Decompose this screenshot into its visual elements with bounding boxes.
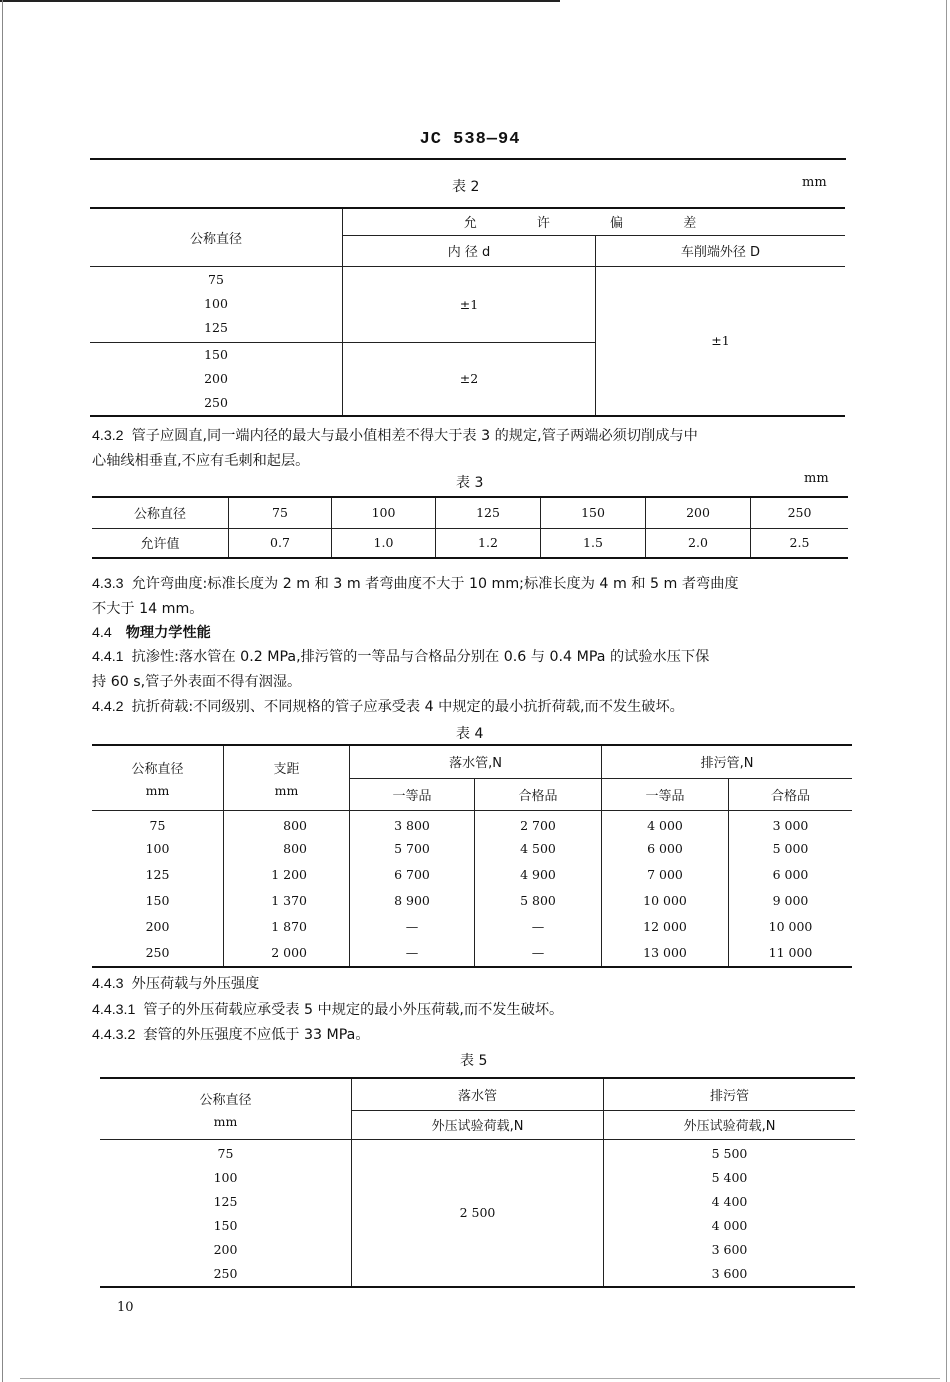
table4-cell-diameter: 200 xyxy=(145,918,170,934)
table5-header-drain: 落水管 xyxy=(352,1078,604,1110)
table4-cell-sewer-pass: 11 000 xyxy=(729,939,853,967)
table-5 xyxy=(100,1077,855,1288)
table4-cell-drain-pass: — xyxy=(475,913,602,939)
table3-value: 0.7 xyxy=(229,528,332,558)
table3-row-label-allow: 允许值 xyxy=(92,528,229,558)
section-number: 4.3.3 xyxy=(92,576,124,592)
paragraph-line: 抗折荷载:不同级别、不同规格的管子应承受表 4 中规定的最小抗折荷载,而不发生破坏。 xyxy=(131,699,684,715)
table4-cell-drain-pass: 4 900 xyxy=(475,861,602,887)
table3-diameter: 150 xyxy=(541,497,646,528)
table4-header-nominal xyxy=(92,745,224,810)
table4-cell-drain-pass: 4 500 xyxy=(475,835,602,861)
table2-diameter: 200 xyxy=(204,370,228,386)
section-number: 4.4.3 xyxy=(92,976,124,992)
table4-cell-drain-first: 3 800 xyxy=(350,810,475,835)
table4-cell-span: 800 xyxy=(224,835,350,861)
table5-caption: 表 5 xyxy=(460,1053,488,1069)
table2-outer-value: ±1 xyxy=(596,266,846,416)
section-4-4-3-1 xyxy=(92,998,862,1023)
table2-header-inner xyxy=(343,235,596,266)
table4-header-span-label: 支距 xyxy=(273,761,300,777)
section-4-4-3-2 xyxy=(92,1023,862,1048)
table3-diameter: 100 xyxy=(332,497,436,528)
table4-cell-drain-first: 5 700 xyxy=(350,835,475,861)
table5-diameter: 200 xyxy=(213,1241,238,1257)
section-title: 外压荷载与外压强度 xyxy=(131,976,260,992)
table5-header-nominal xyxy=(100,1078,352,1139)
table4-cell-span: 1 200 xyxy=(224,861,350,887)
paragraph-line: 不大于 14 mm。 xyxy=(92,601,204,617)
table3-value: 1.5 xyxy=(541,528,646,558)
table4-cell-sewer-first: 7 000 xyxy=(602,861,729,887)
table5-sewer-value: 4 000 xyxy=(711,1217,748,1233)
scan-border-bottom xyxy=(20,1378,940,1379)
table4-header-span-unit: mm xyxy=(274,782,299,798)
table5-diameter: 150 xyxy=(213,1217,238,1233)
table4-row xyxy=(92,939,852,967)
table5-drain-value: 2 500 xyxy=(352,1139,604,1287)
table5-diameter: 75 xyxy=(217,1145,234,1161)
table2-header-inner-text: 内 径 d xyxy=(447,245,491,260)
table3-value: 1.2 xyxy=(436,528,541,558)
table4-header-drain-first: 一等品 xyxy=(350,778,475,810)
scan-border-right xyxy=(946,0,947,1382)
table4-cell-diameter: 125 xyxy=(145,866,170,882)
table2-header-nominal: 公称直径 xyxy=(90,208,343,266)
table4-cell-sewer-first: 12 000 xyxy=(602,913,729,939)
table4-row xyxy=(92,887,852,913)
table5-sewer-value: 5 500 xyxy=(711,1145,748,1161)
table4-row xyxy=(92,810,852,835)
paragraph-line: 持 60 s,管子外表面不得有洇湿。 xyxy=(92,674,302,690)
table5-sewer-value: 4 400 xyxy=(711,1193,748,1209)
table5-subheader-sewer: 外压试验荷载,N xyxy=(604,1110,856,1139)
table4-cell-sewer-first: 13 000 xyxy=(602,939,729,967)
table2-header-tolerance xyxy=(343,208,846,235)
section-number: 4.4.3.2 xyxy=(92,1027,136,1043)
table4-cell-drain-first: — xyxy=(350,913,475,939)
table4-cell-span: 1 370 xyxy=(224,887,350,913)
table3-diameter: 250 xyxy=(751,497,849,528)
table2-group1-inner: ±1 xyxy=(343,266,596,342)
table4-cell-sewer-first: 4 000 xyxy=(602,810,729,835)
table5-header-nominal-label: 公称直径 xyxy=(199,1092,252,1108)
section-4-4-heading xyxy=(92,621,862,646)
table3-diameter: 75 xyxy=(229,497,332,528)
table4-header-span xyxy=(224,745,350,810)
table2-diameter: 125 xyxy=(204,320,228,335)
table4-header-sewer: 排污管,N xyxy=(602,745,853,778)
table5-sewer-value: 3 600 xyxy=(711,1265,748,1281)
table2-header-tolerance-text: 允 许 偏 差 xyxy=(463,216,725,232)
table4-cell-diameter: 150 xyxy=(145,892,170,908)
paragraph-line: 允许弯曲度:标准长度为 2 m 和 3 m 者弯曲度不大于 10 mm;标准长度为 4 m 和 5 m 者弯曲度 xyxy=(131,576,739,592)
table5-diameters xyxy=(100,1139,352,1287)
table5-diameter: 250 xyxy=(213,1265,238,1281)
section-4-4-2 xyxy=(92,695,862,720)
paragraph-line: 套管的外压强度不应低于 33 MPa。 xyxy=(143,1027,370,1043)
table2-caption: 表 2 xyxy=(452,179,480,195)
document-code-header: JC 538—94 xyxy=(419,130,521,149)
table4-header-sewer-first: 一等品 xyxy=(602,778,729,810)
table4-row xyxy=(92,861,852,887)
table4-header-drain-pass: 合格品 xyxy=(475,778,602,810)
table5-sewer-values xyxy=(604,1139,856,1287)
table4-cell-diameter: 75 xyxy=(149,818,166,834)
table4-cell-span: 2 000 xyxy=(224,939,350,967)
table-2 xyxy=(90,207,845,417)
table-3 xyxy=(92,496,848,559)
table2-group1-diameters xyxy=(90,266,343,342)
table4-cell-sewer-first: 6 000 xyxy=(602,835,729,861)
section-4-4-3 xyxy=(92,972,862,997)
table3-value: 2.0 xyxy=(646,528,751,558)
table4-header-drain: 落水管,N xyxy=(350,745,602,778)
section-number: 4.4.3.1 xyxy=(92,1002,136,1018)
table4-cell-span: 1 870 xyxy=(224,913,350,939)
section-4-3-2 xyxy=(92,424,862,474)
table4-header-sewer-pass: 合格品 xyxy=(729,778,853,810)
table3-diameter: 125 xyxy=(436,497,541,528)
table-4 xyxy=(92,744,852,968)
table4-cell-sewer-pass: 3 000 xyxy=(729,810,853,835)
table2-unit: mm xyxy=(802,175,827,190)
table3-value: 1.0 xyxy=(332,528,436,558)
table2-diameter: 75 xyxy=(208,272,224,287)
table4-cell-drain-first: 8 900 xyxy=(350,887,475,913)
table2-group2-diameters xyxy=(90,342,343,416)
table4-caption: 表 4 xyxy=(456,726,484,742)
table4-row xyxy=(92,913,852,939)
table4-cell-sewer-pass: 5 000 xyxy=(729,835,853,861)
table5-header-nominal-unit: mm xyxy=(213,1113,238,1129)
table3-caption: 表 3 xyxy=(456,475,484,491)
section-number: 4.3.2 xyxy=(92,428,124,444)
table2-header-outer: 车削端外径 D xyxy=(596,235,846,266)
header-rule xyxy=(90,158,846,160)
table2-diameter: 100 xyxy=(204,296,228,311)
scan-border-top xyxy=(0,0,560,2)
section-4-3-3 xyxy=(92,572,862,622)
paragraph-line: 抗渗性:落水管在 0.2 MPa,排污管的一等品与合格品分别在 0.6 与 0.4 MPa 的试验水压下保 xyxy=(131,649,710,665)
table4-cell-span: 800 xyxy=(224,810,350,835)
paragraph-line: 管子的外压荷载应承受表 5 中规定的最小外压荷载,而不发生破坏。 xyxy=(143,1002,564,1018)
table4-row xyxy=(92,835,852,861)
table5-diameter: 125 xyxy=(213,1193,238,1209)
paragraph-line: 管子应圆直,同一端内径的最大与最小值相差不得大于表 3 的规定,管子两端必须切削成与中 xyxy=(131,428,698,444)
table5-sewer-value: 3 600 xyxy=(711,1241,748,1257)
table5-sewer-value: 5 400 xyxy=(711,1169,748,1185)
table4-cell-drain-pass: — xyxy=(475,939,602,967)
section-number: 4.4.2 xyxy=(92,699,124,715)
table4-cell-drain-first: 6 700 xyxy=(350,861,475,887)
table4-cell-drain-pass: 5 800 xyxy=(475,887,602,913)
table4-header-nominal-label: 公称直径 xyxy=(131,761,184,777)
table4-cell-diameter: 100 xyxy=(145,840,170,856)
table4-cell-drain-pass: 2 700 xyxy=(475,810,602,835)
section-4-4-1 xyxy=(92,645,862,695)
table4-header-nominal-unit: mm xyxy=(145,782,170,798)
table4-cell-diameter: 250 xyxy=(92,939,224,967)
table5-header-sewer: 排污管 xyxy=(604,1078,856,1110)
table4-cell-sewer-pass: 9 000 xyxy=(729,887,853,913)
table3-row-label-nominal: 公称直径 xyxy=(92,497,229,528)
table3-value: 2.5 xyxy=(751,528,849,558)
table2-diameter: 250 xyxy=(204,394,228,410)
table2-diameter: 150 xyxy=(204,346,228,362)
table4-cell-sewer-pass: 10 000 xyxy=(729,913,853,939)
section-number: 4.4.1 xyxy=(92,649,124,665)
scan-border-left xyxy=(2,0,3,1382)
section-number: 4.4 xyxy=(92,625,112,641)
table5-diameter: 100 xyxy=(213,1169,238,1185)
table4-cell-sewer-first: 10 000 xyxy=(602,887,729,913)
table5-subheader-drain: 外压试验荷载,N xyxy=(352,1110,604,1139)
table4-cell-sewer-pass: 6 000 xyxy=(729,861,853,887)
table3-unit: mm xyxy=(804,471,829,486)
section-title: 物理力学性能 xyxy=(125,625,211,641)
table4-cell-drain-first: — xyxy=(350,939,475,967)
paragraph-line: 心轴线相垂直,不应有毛刺和起层。 xyxy=(92,453,310,469)
table3-diameter: 200 xyxy=(646,497,751,528)
page-number: 10 xyxy=(117,1300,134,1315)
table2-group2-inner: ±2 xyxy=(343,342,596,416)
